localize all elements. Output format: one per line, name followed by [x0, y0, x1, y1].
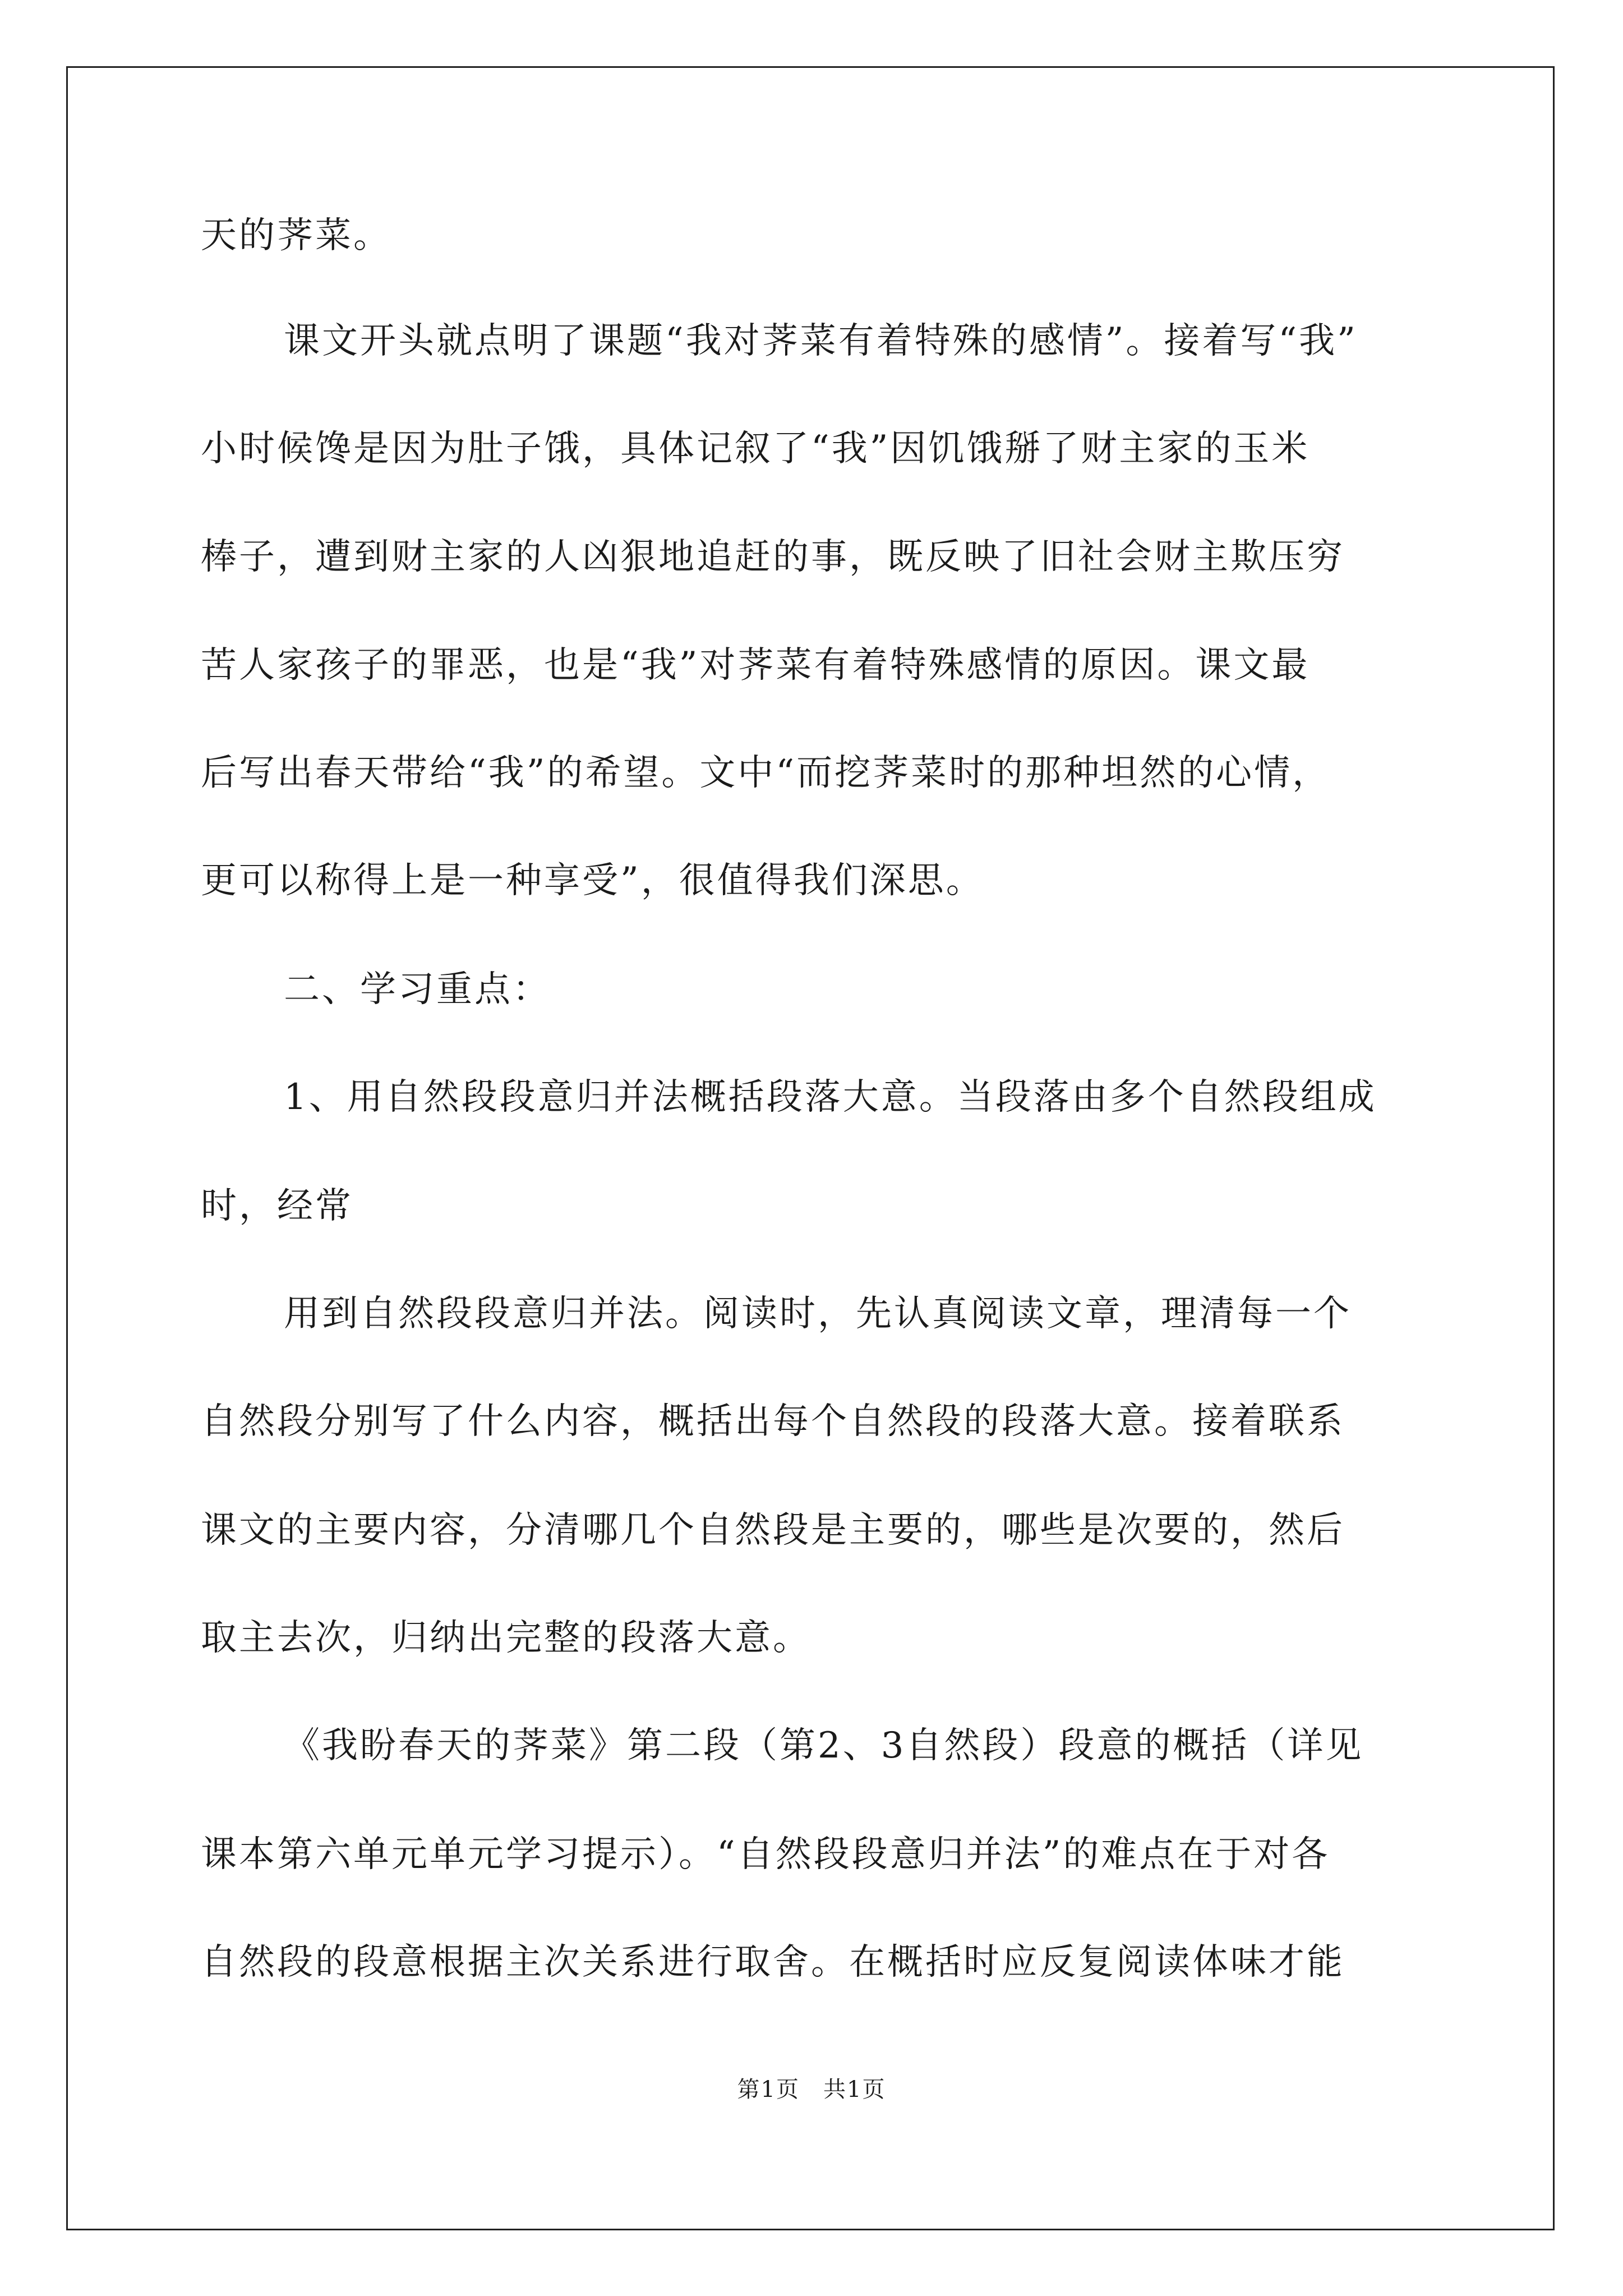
page-border [66, 66, 1555, 2230]
section-heading: 二、学习重点： [284, 969, 551, 1010]
paragraph-first-line: 《我盼春天的荠菜》第二段（第2、3自然段）段意的概括（详见 [284, 1725, 1364, 1766]
paragraph-first-line: 用到自然段段意归并法。阅读时，先认真阅读文章，理清每一个 [284, 1293, 1352, 1335]
text-line: 自然段的段意根据主次关系进行取舍。在概括时应反复阅读体味才能 [201, 1941, 1345, 1983]
paragraph-first-line: 1、用自然段段意归并法概括段落大意。当段落由多个自然段组成 [284, 1076, 1377, 1118]
text-line: 天的荠菜。 [201, 215, 391, 256]
text-line: 取主去次，归纳出完整的段落大意。 [201, 1617, 811, 1659]
page-number-footer: 第1页 共1页 [737, 2077, 886, 2102]
text-line: 棒子，遭到财主家的人凶狠地追赶的事，既反映了旧社会财主欺压穷 [201, 536, 1345, 578]
text-line: 课本第六单元单元学习提示）。“自然段段意归并法”的难点在于对各 [201, 1834, 1330, 1875]
text-line: 苦人家孩子的罪恶，也是“我”对荠菜有着特殊感情的原因。课文最 [201, 645, 1310, 686]
text-line: 后写出春天带给“我”的希望。文中“而挖荠菜时的那种坦然的心情， [201, 752, 1331, 794]
text-line: 小时候馋是因为肚子饿，具体记叙了“我”因饥饿掰了财主家的玉米 [201, 428, 1310, 470]
text-line: 更可以称得上是一种享受”，很值得我们深思。 [201, 860, 984, 901]
text-line: 自然段分别写了什么内容，概括出每个自然段的段落大意。接着联系 [201, 1401, 1345, 1442]
text-line: 课文的主要内容，分清哪几个自然段是主要的，哪些是次要的，然后 [201, 1510, 1345, 1551]
paragraph-first-line: 课文开头就点明了课题“我对荠菜有着特殊的感情”。接着写“我” [284, 320, 1358, 362]
text-line: 时，经常 [201, 1185, 353, 1227]
